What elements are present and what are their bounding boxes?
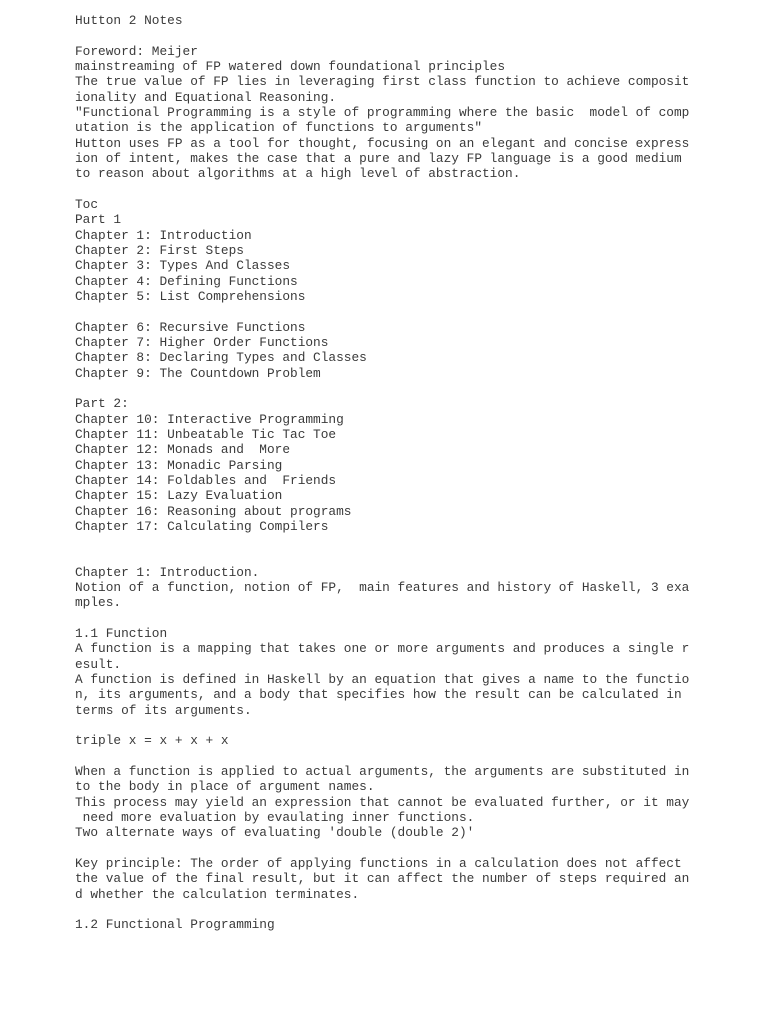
text-line	[75, 718, 689, 733]
text-line	[75, 549, 689, 564]
text-line: This process may yield an expression that cannot be evaluated further, or it may	[75, 794, 690, 810]
text-line: the value of the final result, but it can affect the number of steps required an	[75, 871, 690, 887]
text-line	[75, 182, 689, 197]
text-line: 1.2 Functional Programming	[75, 917, 275, 933]
text-line	[75, 381, 689, 396]
text-line: n, its arguments, and a body that specifies how the result can be calculated in	[75, 687, 682, 703]
text-line: ionality and Equational Reasoning.	[75, 89, 337, 105]
text-line	[75, 841, 689, 856]
text-line: Chapter 7: Higher Order Functions	[75, 334, 329, 350]
text-line: Chapter 1: Introduction.	[75, 564, 260, 580]
text-line: to reason about algorithms at a high level of abstraction.	[75, 166, 521, 182]
text-line: Chapter 6: Recursive Functions	[75, 319, 306, 335]
text-line: to the body in place of argument names.	[75, 779, 375, 795]
text-line: mainstreaming of FP watered down foundational principles	[75, 58, 506, 74]
text-line: 1.1 Function	[75, 626, 168, 642]
text-line: ion of intent, makes the case that a pure and lazy FP language is a good medium	[75, 150, 682, 166]
text-line: triple x = x + x + x	[75, 733, 229, 749]
text-line	[75, 902, 689, 917]
text-line: esult.	[75, 656, 122, 672]
text-line	[75, 611, 689, 626]
text-line: Chapter 17: Calculating Compilers	[75, 518, 329, 534]
text-line: mples.	[75, 595, 122, 611]
text-line: need more evaluation by evaulating inner functions.	[75, 810, 475, 826]
text-line: utation is the application of functions to arguments"	[75, 120, 483, 136]
text-line: Two alternate ways of evaluating 'double (double 2)'	[75, 825, 475, 841]
text-line: Part 2:	[75, 396, 129, 412]
text-line: Part 1	[75, 212, 122, 228]
text-line	[75, 749, 689, 764]
text-line: Chapter 8: Declaring Types and Classes	[75, 350, 367, 366]
text-line	[75, 304, 689, 319]
text-line: Chapter 1: Introduction	[75, 227, 252, 243]
text-line: Key principle: The order of applying functions in a calculation does not affect	[75, 856, 682, 872]
text-line: Chapter 2: First Steps	[75, 242, 244, 258]
text-line: Chapter 15: Lazy Evaluation	[75, 488, 283, 504]
text-line: Chapter 11: Unbeatable Tic Tac Toe	[75, 426, 337, 442]
text-line: Chapter 5: List Comprehensions	[75, 288, 306, 304]
text-line: Chapter 13: Monadic Parsing	[75, 457, 283, 473]
text-line: Chapter 9: The Countdown Problem	[75, 365, 321, 381]
text-line: terms of its arguments.	[75, 702, 252, 718]
text-line: "Functional Programming is a style of programming where the basic model of comp	[75, 104, 690, 120]
text-line: Chapter 12: Monads and More	[75, 442, 291, 458]
text-line: A function is a mapping that takes one or more arguments and produces a single r	[75, 641, 690, 657]
text-line: Chapter 10: Interactive Programming	[75, 411, 344, 427]
text-line	[75, 534, 689, 549]
text-line: Hutton uses FP as a tool for thought, focusing on an elegant and concise express	[75, 135, 690, 151]
text-line: Hutton 2 Notes	[75, 13, 183, 28]
text-line: Chapter 16: Reasoning about programs	[75, 503, 352, 519]
text-line	[75, 28, 689, 43]
text-line: Chapter 14: Foldables and Friends	[75, 472, 337, 488]
document-body	[75, 13, 689, 933]
text-line: Toc	[75, 196, 99, 212]
text-line: Chapter 3: Types And Classes	[75, 258, 291, 274]
text-line: When a function is applied to actual arguments, the arguments are substituted in	[75, 764, 690, 780]
text-line: d whether the calculation terminates.	[75, 886, 360, 902]
text-line: Chapter 4: Defining Functions	[75, 273, 298, 289]
text-line: A function is defined in Haskell by an equation that gives a name to the functio	[75, 672, 690, 688]
text-line: The true value of FP lies in leveraging first class function to achieve composit	[75, 74, 690, 90]
text-line: Foreword: Meijer	[75, 43, 198, 59]
text-line: Notion of a function, notion of FP, main features and history of Haskell, 3 exa	[75, 580, 690, 596]
